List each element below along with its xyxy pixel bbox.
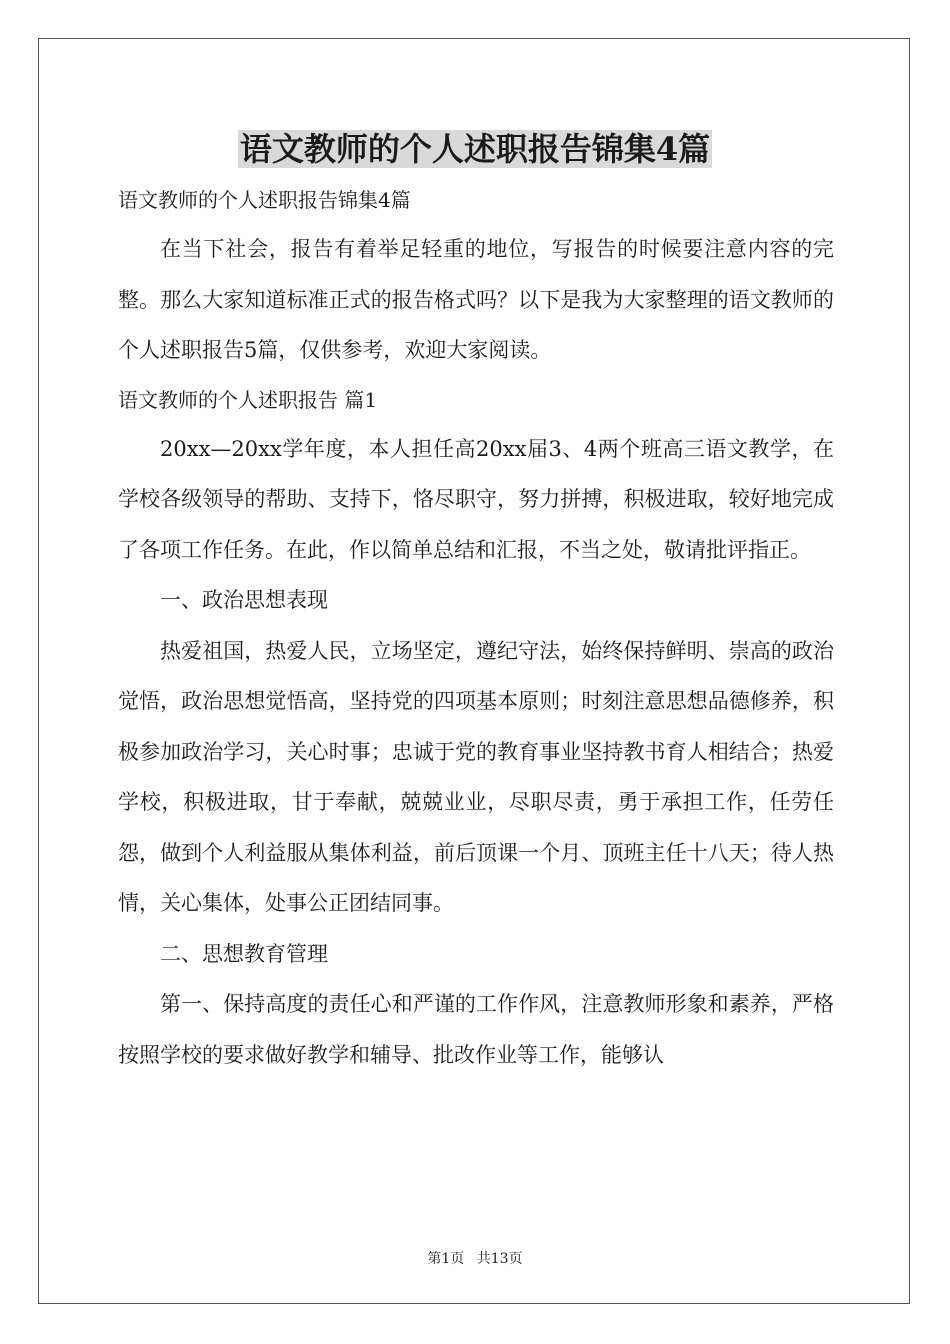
body-paragraph: 20xx—20xx学年度，本人担任高20xx届3、4两个班高三语文教学，在学校各级领导的帮助、支持下，恪尽职守，努力拼搏，积极进取，较好地完成了各项工作任务。在此，作以简单总结和汇报，不当之处，敬请批评指正。 (118, 436, 834, 562)
document-body (118, 176, 834, 1080)
document-subtitle: 语文教师的个人述职报告锦集4篇 (118, 188, 411, 212)
section-heading: 一、政治思想表现 (160, 588, 328, 612)
section-title: 语文教师的个人述职报告 篇1 (118, 387, 378, 412)
body-paragraph: 第一、保持高度的责任心和严谨的工作作风，注意教师形象和素养，严格按照学校的要求做好教学和辅导、批改作业等工作，能够认 (118, 992, 834, 1067)
page-total: 共13页 (476, 1251, 523, 1267)
section-heading: 二、思想教育管理 (160, 941, 328, 966)
intro-paragraph: 在当下社会，报告有着举足轻重的地位，写报告的时候要注意内容的完整。那么大家知道标准正式的报告格式吗？以下是我为大家整理的语文教师的个人述职报告5篇，仅供参考，欢迎大家阅读。 (118, 237, 834, 362)
page-number: 第1页 (427, 1251, 465, 1267)
body-paragraph: 热爱祖国，热爱人民，立场坚定，遵纪守法，始终保持鲜明、崇高的政治觉悟，政治思想觉悟高，坚持党的四项基本原则；时刻注意思想品德修养，积极参加政治学习，关心时事；忠诚于党的教育事业坚持教书育人相结合；热爱学校，积极进取，甘于奉献，兢兢业业，尽职尽责，勇于承担工作，任劳任怨，做到个人利益服从集体利益，前后顶课一个月、顶班主任十八天；待人热情，关心集体，处事公正团结同事。 (118, 638, 834, 915)
document-title (0, 126, 950, 172)
document-title-text: 语文教师的个人述职报告锦集4篇 (239, 130, 711, 168)
page-footer (0, 1248, 950, 1268)
